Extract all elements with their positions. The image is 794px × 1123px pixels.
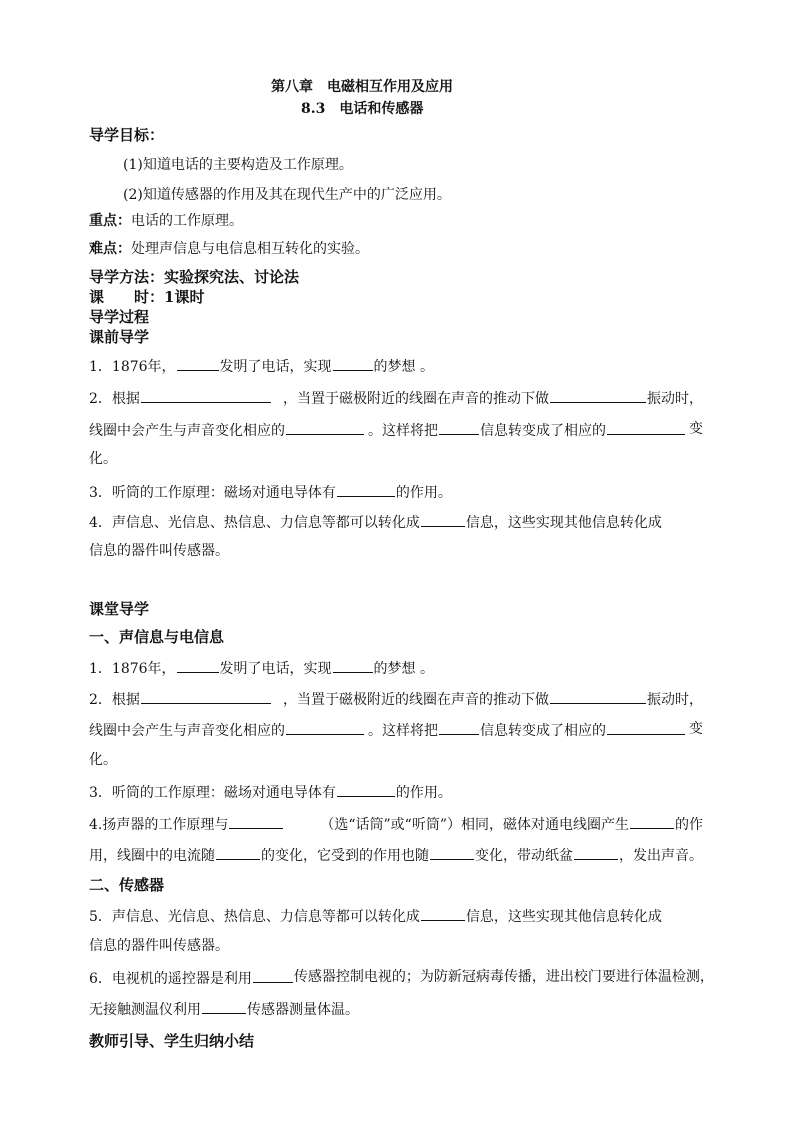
summary-heading: 教师引导、学生归纳小结 (89, 1032, 255, 1050)
pre-question-4-line-1: 4．声信息、光信息、热信息、力信息等都可以转化成 信息，这些实现其他信息转化成 (89, 512, 662, 532)
blank[interactable] (333, 356, 373, 371)
class-question-1: 1．1876年， 发明了电话，实现 的梦想 。 (89, 658, 434, 678)
goal-2: (2)知道传感器的作用及其在现代生产中的广泛应用。 (123, 187, 451, 203)
difficulty-text: 处理声信息与电信息相互转化的实验。 (131, 241, 369, 257)
difficulty-point (89, 240, 369, 258)
blank[interactable] (439, 420, 479, 435)
blank[interactable] (439, 720, 479, 735)
blank[interactable] (421, 906, 465, 921)
blank[interactable] (607, 420, 685, 435)
class-question-3: 3．听筒的工作原理：磁场对通电导体有 的作用。 (89, 782, 452, 802)
blank[interactable] (177, 658, 219, 673)
pre-question-2-line-3: 化。 (89, 451, 117, 467)
class-question-2-line-2: 线圈中会产生与声音变化相应的 。这样将把 信息转变成了相应的 变 (89, 721, 703, 739)
difficulty-label: 难点： (89, 241, 131, 257)
class-question-6-line-1: 6．电视机的遥控器是利用 传感器控制电视的；为防新冠病毒传播，进出校门要进行体温检测， (89, 969, 714, 987)
key-text: 电话的工作原理。 (131, 213, 243, 229)
process-heading: 导学过程 (89, 308, 150, 326)
class-heading: 课堂导学 (89, 600, 150, 618)
blank[interactable] (607, 720, 685, 735)
class-question-6-line-2: 无接触测温仪利用 传感器测量体温。 (89, 999, 359, 1019)
blank[interactable] (177, 356, 219, 371)
blank[interactable] (550, 689, 646, 704)
part-2-heading: 二、传感器 (89, 876, 165, 894)
blank[interactable] (550, 388, 646, 403)
blank[interactable] (286, 420, 364, 435)
class-question-5-line-2: 信息的器件叫传感器。 (89, 938, 229, 954)
key-point (89, 212, 243, 230)
blank[interactable] (253, 968, 293, 983)
pre-question-2-line-1: 2．根据 ，当置于磁极附近的线圈在声音的推动下做 振动时， (89, 388, 703, 408)
goals-heading: 导学目标： (89, 126, 165, 144)
period-line: 课 时：1课时 (89, 288, 205, 306)
blank[interactable] (337, 482, 395, 497)
blank[interactable] (216, 845, 260, 860)
blank[interactable] (141, 388, 271, 403)
key-label: 重点： (89, 213, 131, 229)
blank[interactable] (630, 814, 674, 829)
blank[interactable] (430, 845, 474, 860)
method-line: 导学方法：实验探究法、讨论法 (89, 268, 300, 286)
part-1-heading: 一、声信息与电信息 (89, 628, 225, 646)
pre-heading: 课前导学 (89, 328, 150, 346)
pre-question-1: 1．1876年， 发明了电话，实现 的梦想 。 (89, 356, 434, 376)
section-title: 8.3 电话和传感器 (301, 101, 424, 117)
class-question-4-line-2: 用，线圈中的电流随 的变化，它受到的作用也随 变化，带动纸盆 ，发出声音。 (89, 845, 703, 865)
class-question-2-line-1: 2．根据 ，当置于磁极附近的线圈在声音的推动下做 振动时， (89, 689, 703, 709)
blank[interactable] (421, 512, 465, 527)
blank[interactable] (286, 720, 364, 735)
pre-question-3: 3．听筒的工作原理：磁场对通电导体有 的作用。 (89, 482, 452, 502)
pre-question-4-line-2: 信息的器件叫传感器。 (89, 543, 229, 559)
blank[interactable] (141, 689, 271, 704)
class-question-2-line-3: 化。 (89, 752, 117, 768)
blank[interactable] (202, 999, 246, 1014)
blank[interactable] (337, 782, 395, 797)
blank[interactable] (229, 814, 283, 829)
class-question-5-line-1: 5．声信息、光信息、热信息、力信息等都可以转化成 信息，这些实现其他信息转化成 (89, 906, 662, 926)
blank[interactable] (333, 658, 373, 673)
pre-question-2-line-2: 线圈中会产生与声音变化相应的 。这样将把 信息转变成了相应的 变 (89, 421, 703, 439)
goal-1: (1)知道电话的主要构造及工作原理。 (123, 157, 353, 173)
chapter-title: 第八章 电磁相互作用及应用 (271, 79, 453, 95)
class-question-4-line-1: 4.扬声器的工作原理与 （选“话筒”或“听筒”）相同，磁体对通电线圈产生 的作 (89, 814, 703, 834)
blank[interactable] (574, 845, 618, 860)
